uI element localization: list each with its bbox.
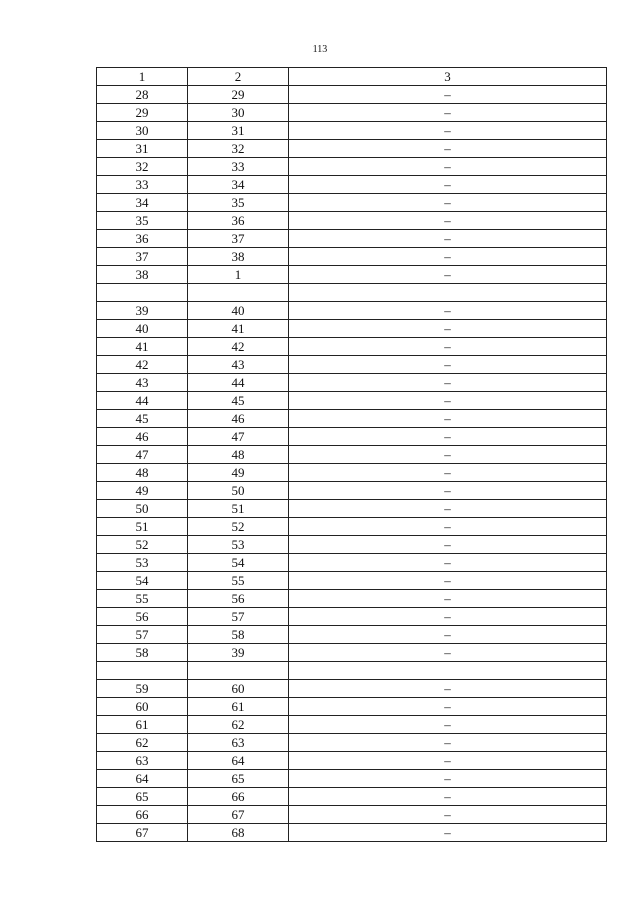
table-row [97, 536, 607, 554]
table-row [97, 590, 607, 608]
table-cell: 40 [97, 320, 188, 338]
table-row [97, 698, 607, 716]
table-cell: 58 [97, 644, 188, 662]
table-row [97, 608, 607, 626]
table-cell: 60 [188, 680, 289, 698]
table-row [97, 446, 607, 464]
table-cell: 54 [188, 554, 289, 572]
table-cell: 39 [97, 302, 188, 320]
table-cell: – [289, 374, 607, 392]
table-cell: 49 [188, 464, 289, 482]
table-row [97, 824, 607, 842]
table-cell: 48 [97, 464, 188, 482]
table-row [97, 482, 607, 500]
table-cell: – [289, 158, 607, 176]
table-cell: – [289, 392, 607, 410]
table-cell: 45 [97, 410, 188, 428]
table-cell: 57 [188, 608, 289, 626]
table-row [97, 626, 607, 644]
table-cell [97, 662, 188, 680]
table-cell: 52 [97, 536, 188, 554]
table-cell: – [289, 734, 607, 752]
table-cell: 32 [97, 158, 188, 176]
table-cell: 62 [97, 734, 188, 752]
table-row [97, 248, 607, 266]
table-cell: – [289, 104, 607, 122]
table-row [97, 140, 607, 158]
table-row [97, 662, 607, 680]
table-cell: – [289, 572, 607, 590]
table-cell: – [289, 644, 607, 662]
table-body [97, 68, 607, 842]
table-cell: 53 [97, 554, 188, 572]
table-cell: – [289, 410, 607, 428]
table-row [97, 680, 607, 698]
table-cell: – [289, 122, 607, 140]
table-cell: 34 [97, 194, 188, 212]
table-cell: 41 [97, 338, 188, 356]
table-cell: 68 [188, 824, 289, 842]
table-cell: 35 [97, 212, 188, 230]
table-cell: – [289, 590, 607, 608]
table-cell [188, 284, 289, 302]
table-row [97, 554, 607, 572]
table-row [97, 158, 607, 176]
table-cell: 43 [97, 374, 188, 392]
table-cell: 29 [97, 104, 188, 122]
table-cell: 63 [188, 734, 289, 752]
table-row [97, 356, 607, 374]
table-row [97, 464, 607, 482]
table-cell: 62 [188, 716, 289, 734]
table-cell: 38 [97, 266, 188, 284]
table-cell: 59 [97, 680, 188, 698]
table-cell: – [289, 464, 607, 482]
table-cell: 52 [188, 518, 289, 536]
table-cell [97, 284, 188, 302]
table-cell: – [289, 230, 607, 248]
table-cell: 53 [188, 536, 289, 554]
table-cell: 47 [97, 446, 188, 464]
table-cell: 44 [97, 392, 188, 410]
table-cell: – [289, 806, 607, 824]
table-cell: 51 [188, 500, 289, 518]
table-cell: – [289, 752, 607, 770]
table-cell: – [289, 518, 607, 536]
table-cell: 32 [188, 140, 289, 158]
table-cell: 37 [97, 248, 188, 266]
table-cell: – [289, 482, 607, 500]
table-cell: – [289, 338, 607, 356]
table-row [97, 770, 607, 788]
table-cell: 30 [97, 122, 188, 140]
table-cell: – [289, 266, 607, 284]
table-cell: 36 [97, 230, 188, 248]
table-cell: 37 [188, 230, 289, 248]
table-row [97, 302, 607, 320]
table-cell: 40 [188, 302, 289, 320]
table-row [97, 518, 607, 536]
table-cell: 39 [188, 644, 289, 662]
table-row [97, 266, 607, 284]
table-cell: – [289, 680, 607, 698]
table-cell: 49 [97, 482, 188, 500]
table-cell: 64 [97, 770, 188, 788]
table-cell: – [289, 248, 607, 266]
table-cell: 47 [188, 428, 289, 446]
table-cell: 31 [188, 122, 289, 140]
table-cell: 33 [97, 176, 188, 194]
table-row [97, 104, 607, 122]
table-cell: 46 [97, 428, 188, 446]
table-cell: 66 [188, 788, 289, 806]
table-cell: 31 [97, 140, 188, 158]
table-cell: – [289, 86, 607, 104]
column-header: 1 [97, 68, 188, 86]
table-row [97, 734, 607, 752]
table-row [97, 284, 607, 302]
table-row [97, 320, 607, 338]
table-cell [289, 662, 607, 680]
table-cell: 29 [188, 86, 289, 104]
table-cell: 61 [97, 716, 188, 734]
table-cell: 57 [97, 626, 188, 644]
table-cell: – [289, 770, 607, 788]
table-cell: 56 [97, 608, 188, 626]
table-cell: 30 [188, 104, 289, 122]
table-cell: – [289, 716, 607, 734]
table-cell: 46 [188, 410, 289, 428]
table-cell: – [289, 608, 607, 626]
table-cell: 45 [188, 392, 289, 410]
table-cell: 43 [188, 356, 289, 374]
table-cell: 44 [188, 374, 289, 392]
table-row [97, 572, 607, 590]
table-cell: – [289, 212, 607, 230]
table-cell: – [289, 140, 607, 158]
table-cell: 42 [188, 338, 289, 356]
table-cell: 33 [188, 158, 289, 176]
table-cell: 56 [188, 590, 289, 608]
table-cell: 55 [97, 590, 188, 608]
table-row [97, 752, 607, 770]
table-row [97, 230, 607, 248]
table-cell: 42 [97, 356, 188, 374]
table-cell: 63 [97, 752, 188, 770]
table-cell: 61 [188, 698, 289, 716]
table-cell: 58 [188, 626, 289, 644]
table-cell: 50 [188, 482, 289, 500]
table-row [97, 716, 607, 734]
table-row [97, 338, 607, 356]
table-cell: 51 [97, 518, 188, 536]
column-header: 2 [188, 68, 289, 86]
table-cell: 66 [97, 806, 188, 824]
table-cell [289, 284, 607, 302]
table-cell: – [289, 446, 607, 464]
table-row [97, 176, 607, 194]
table-cell: – [289, 302, 607, 320]
table-cell: 34 [188, 176, 289, 194]
column-header: 3 [289, 68, 607, 86]
table-cell: 67 [97, 824, 188, 842]
table-cell: – [289, 536, 607, 554]
table-cell: – [289, 356, 607, 374]
table-cell: – [289, 320, 607, 338]
table-cell: – [289, 554, 607, 572]
table-cell: 65 [97, 788, 188, 806]
table-cell: 41 [188, 320, 289, 338]
table-cell: 38 [188, 248, 289, 266]
table-cell: – [289, 824, 607, 842]
table-cell: – [289, 176, 607, 194]
table-cell: 65 [188, 770, 289, 788]
table-cell: – [289, 788, 607, 806]
data-table [96, 67, 607, 842]
table-cell: 67 [188, 806, 289, 824]
table-cell: – [289, 626, 607, 644]
table-row [97, 122, 607, 140]
table-cell: 60 [97, 698, 188, 716]
table-cell: – [289, 428, 607, 446]
table-cell: 36 [188, 212, 289, 230]
table-row [97, 410, 607, 428]
table-row [97, 500, 607, 518]
table-cell [188, 662, 289, 680]
table-cell: – [289, 500, 607, 518]
table-cell: 48 [188, 446, 289, 464]
table-cell: 55 [188, 572, 289, 590]
table-cell: 64 [188, 752, 289, 770]
table-cell: – [289, 698, 607, 716]
table-cell: 50 [97, 500, 188, 518]
table-row [97, 428, 607, 446]
table-row [97, 86, 607, 104]
page-number: 113 [312, 44, 328, 55]
table-row [97, 212, 607, 230]
table-row [97, 644, 607, 662]
table-cell: 54 [97, 572, 188, 590]
table-row [97, 806, 607, 824]
table-header-row [97, 68, 607, 86]
table-row [97, 374, 607, 392]
table-row [97, 788, 607, 806]
table-cell: 35 [188, 194, 289, 212]
table-cell: 28 [97, 86, 188, 104]
table-cell: – [289, 194, 607, 212]
table-row [97, 392, 607, 410]
table-row [97, 194, 607, 212]
table-cell: 1 [188, 266, 289, 284]
